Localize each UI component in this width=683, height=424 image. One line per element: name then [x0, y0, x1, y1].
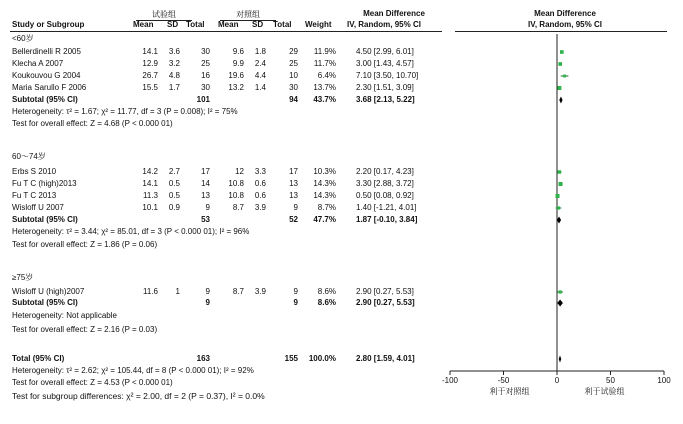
x-tick-label: -100: [441, 376, 459, 385]
study-name: Fu T C 2013: [12, 191, 57, 200]
study-effect-square: [559, 182, 563, 186]
total-exp: 14: [201, 179, 210, 188]
weight: 14.3%: [313, 179, 336, 188]
subtotal-total-exp: 101: [196, 95, 210, 104]
pooled-effect-diamond: [559, 97, 562, 104]
sd-exp: 3.6: [168, 47, 180, 56]
weight: 6.4%: [317, 71, 336, 80]
study-effect-square: [558, 86, 562, 90]
study-effect-square: [559, 290, 562, 293]
total-ctrl: 10: [289, 71, 298, 80]
effect-ci: 2.90 [0.27, 5.53]: [356, 287, 414, 296]
total-exp: 30: [201, 83, 210, 92]
study-name: Bellerdinelli R 2005: [12, 47, 81, 56]
mean-ctrl: 13.2: [228, 83, 244, 92]
total-overall-effect-text: Test for overall effect: Z = 4.53 (P < 0.000 01): [12, 378, 173, 387]
study-effect-square: [558, 170, 561, 173]
md-column-title: Mean Difference: [363, 9, 425, 18]
pooled-effect-diamond: [557, 217, 561, 224]
total-ctrl: 29: [289, 47, 298, 56]
total-weight: 100.0%: [308, 354, 336, 363]
total-exp: 9: [205, 287, 210, 296]
mean-exp: 11.3: [143, 191, 158, 200]
effect-ci: 3.00 [1.43, 4.57]: [356, 59, 414, 68]
study-name: Wisloff U 2007: [12, 203, 64, 212]
subgroup-title: 60～74岁: [12, 152, 46, 161]
mean-exp: 14.1: [142, 47, 158, 56]
mean-exp: 26.7: [142, 71, 158, 80]
sd-exp: 0.5: [168, 191, 180, 200]
effect-ci: 7.10 [3.50, 10.70]: [356, 71, 419, 80]
plot-title: Mean Difference: [534, 9, 596, 18]
effect-ci: 2.20 [0.17, 4.23]: [356, 167, 414, 176]
mean-exp: 15.5: [142, 83, 158, 92]
total-effect-ci: 2.80 [1.59, 4.01]: [356, 354, 415, 363]
total-exp: 13: [201, 191, 210, 200]
total-exp: 9: [205, 203, 210, 212]
total-ctrl: 17: [289, 167, 298, 176]
total-ctrl: 25: [289, 59, 298, 68]
pooled-effect-diamond: [557, 300, 563, 307]
sd-ctrl: 4.4: [254, 71, 266, 80]
study-name: Wisloff U (high)2007: [12, 287, 85, 296]
group-ctrl-header: 对照组: [236, 10, 260, 19]
total-n-exp: 163: [196, 354, 210, 363]
study-name: Erbs S 2010: [12, 167, 57, 176]
subtotal-total-ctrl: 9: [293, 298, 298, 307]
subtotal-total-exp: 53: [201, 215, 210, 224]
sd-exp: 2.7: [168, 167, 180, 176]
mean-ctrl: 12: [235, 167, 244, 176]
subtotal-effect-ci: 3.68 [2.13, 5.22]: [356, 95, 415, 104]
overall-effect-text: Test for overall effect: Z = 4.68 (P < 0.000 01): [12, 119, 173, 128]
study-name: Maria Sarullo F 2006: [12, 83, 87, 92]
total-ctrl: 30: [289, 83, 298, 92]
heterogeneity-text: Heterogeneity: Not applicable: [12, 311, 117, 320]
subtotal-weight: 8.6%: [317, 298, 336, 307]
sd-ctrl: 3.3: [254, 167, 266, 176]
study-effect-square: [558, 62, 562, 66]
heterogeneity-text: Heterogeneity: τ² = 3.44; χ² = 85.01, df = 3 (P < 0.000 01); I² = 96%: [12, 227, 250, 236]
col-mean-ctrl: Mean: [218, 20, 239, 29]
x-tick-label: 100: [657, 376, 671, 385]
sd-ctrl: 1.4: [254, 83, 266, 92]
subgroup-title: <60岁: [12, 34, 34, 43]
total-exp: 25: [201, 59, 210, 68]
group-exp-header: 试验组: [152, 10, 176, 19]
sd-exp: 0.9: [168, 203, 180, 212]
mean-exp: 10.1: [142, 203, 158, 212]
x-tick-label: -50: [497, 376, 510, 385]
weight: 8.6%: [317, 287, 336, 296]
weight: 13.7%: [313, 83, 336, 92]
mean-ctrl: 19.6: [228, 71, 244, 80]
study-name: Fu T C (high)2013: [12, 179, 77, 188]
x-tick-label: 0: [554, 376, 560, 385]
subtotal-label: Subtotal (95% CI): [12, 215, 78, 224]
sd-ctrl: 0.6: [254, 191, 266, 200]
mean-exp: 11.6: [143, 287, 158, 296]
col-sd-exp: SD: [167, 20, 179, 29]
mean-ctrl: 8.7: [232, 203, 244, 212]
total-heterogeneity-text: Heterogeneity: τ² = 2.62; χ² = 105.44, df = 8 (P < 0.000 01); I² = 92%: [12, 366, 254, 375]
mean-ctrl: 10.8: [228, 191, 244, 200]
sd-ctrl: 3.9: [254, 203, 266, 212]
total-exp: 17: [201, 167, 210, 176]
col-total-ctrl: Total: [273, 20, 292, 29]
study-name: Klecha A 2007: [12, 59, 64, 68]
subgroup-differences-text: Test for subgroup differences: χ² = 2.00, df = 2 (P = 0.37), I² = 0.0%: [12, 391, 265, 401]
total-ctrl: 13: [289, 191, 298, 200]
plot-subtitle: IV, Random, 95% CI: [528, 20, 602, 29]
total-ctrl: 13: [289, 179, 298, 188]
mean-ctrl: 10.8: [228, 179, 244, 188]
total-ctrl: 9: [293, 203, 298, 212]
pooled-effect-diamond: [559, 356, 562, 363]
effect-ci: 0.50 [0.08, 0.92]: [356, 191, 414, 200]
mean-exp: 14.1: [142, 179, 158, 188]
effect-ci: 3.30 [2.88, 3.72]: [356, 179, 414, 188]
total-ctrl: 9: [293, 287, 298, 296]
subtotal-label: Subtotal (95% CI): [12, 298, 78, 307]
col-study: Study or Subgroup: [12, 20, 85, 29]
subtotal-total-ctrl: 52: [289, 215, 298, 224]
sd-exp: 1.7: [168, 83, 180, 92]
subtotal-total-ctrl: 94: [289, 95, 298, 104]
sd-ctrl: 3.9: [254, 287, 266, 296]
sd-ctrl: 0.6: [254, 179, 266, 188]
col-total-exp: Total: [186, 20, 205, 29]
subtotal-effect-ci: 1.87 [-0.10, 3.84]: [356, 215, 418, 224]
subtotal-total-exp: 9: [205, 298, 210, 307]
weight: 8.7%: [317, 203, 336, 212]
sd-exp: 1: [175, 287, 180, 296]
col-sd-ctrl: SD: [252, 20, 264, 29]
col-md-ci: IV, Random, 95% CI: [347, 20, 421, 29]
study-effect-square: [556, 194, 560, 198]
mean-ctrl: 8.7: [232, 287, 244, 296]
total-exp: 30: [201, 47, 210, 56]
total-n-ctrl: 155: [284, 354, 298, 363]
weight: 11.7%: [313, 59, 336, 68]
mean-exp: 14.2: [142, 167, 158, 176]
sd-ctrl: 1.8: [254, 47, 266, 56]
study-effect-square: [557, 206, 560, 209]
sd-exp: 4.8: [168, 71, 180, 80]
effect-ci: 4.50 [2.99, 6.01]: [356, 47, 414, 56]
col-weight: Weight: [305, 20, 332, 29]
effect-ci: 1.40 [-1.21, 4.01]: [356, 203, 417, 212]
subtotal-weight: 47.7%: [313, 215, 336, 224]
effect-ci: 2.30 [1.51, 3.09]: [356, 83, 414, 92]
study-name: Koukouvou G 2004: [12, 71, 81, 80]
subtotal-label: Subtotal (95% CI): [12, 95, 78, 104]
sd-exp: 3.2: [168, 59, 180, 68]
heterogeneity-text: Heterogeneity: τ² = 1.67; χ² = 11.77, df = 3 (P = 0.008); I² = 75%: [12, 107, 238, 116]
total-exp: 16: [201, 71, 210, 80]
sd-exp: 0.5: [168, 179, 180, 188]
mean-ctrl: 9.6: [232, 47, 244, 56]
study-effect-square: [560, 50, 564, 54]
mean-exp: 12.9: [142, 59, 158, 68]
weight: 10.3%: [313, 167, 336, 176]
favours-experimental-label: 利于试验组: [584, 387, 625, 396]
favours-control-label: 利于对照组: [489, 387, 530, 396]
subtotal-effect-ci: 2.90 [0.27, 5.53]: [356, 298, 415, 307]
subgroup-title: ≥75岁: [12, 273, 34, 282]
sd-ctrl: 2.4: [254, 59, 266, 68]
col-mean-exp: Mean: [133, 20, 154, 29]
weight: 11.9%: [313, 47, 336, 56]
x-tick-label: 50: [606, 376, 615, 385]
study-effect-square: [563, 75, 566, 78]
mean-ctrl: 9.9: [232, 59, 244, 68]
overall-effect-text: Test for overall effect: Z = 1.86 (P = 0.06): [12, 240, 158, 249]
overall-effect-text: Test for overall effect: Z = 2.16 (P = 0.03): [12, 325, 158, 334]
weight: 14.3%: [313, 191, 336, 200]
subtotal-weight: 43.7%: [313, 95, 336, 104]
total-label: Total (95% CI): [12, 354, 65, 363]
